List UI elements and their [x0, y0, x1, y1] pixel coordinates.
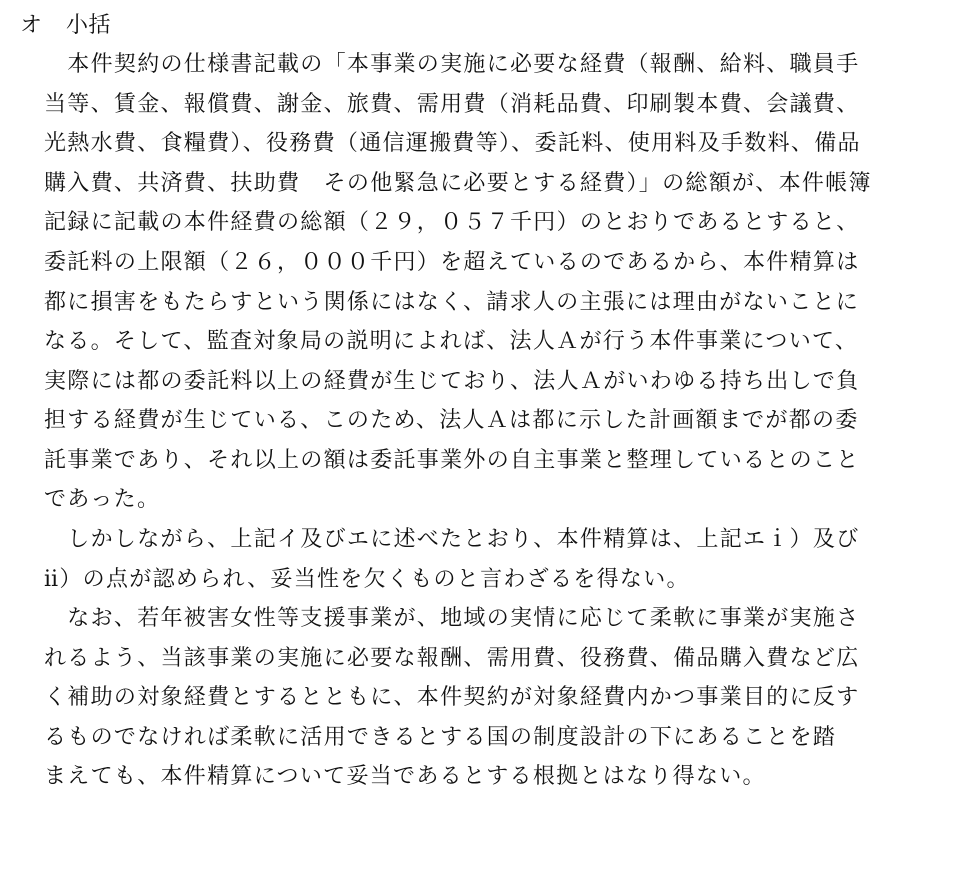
- body-line: るものでなければ柔軟に活用できるとする国の制度設計の下にあることを踏: [44, 725, 837, 750]
- body-line: 記録に記載の本件経費の総額（２９，０５７千円）のとおりであるとすると、: [44, 210, 860, 235]
- section-heading: [20, 6, 111, 46]
- section-marker: オ: [20, 13, 43, 38]
- body-line: 実際には都の委託料以上の経費が生じており、法人Ａがいわゆる持ち出しで負: [44, 369, 860, 394]
- body-line: 委託料の上限額（２６，０００千円）を超えているのであるから、本件精算は: [44, 250, 860, 275]
- body-line: 都に損害をもたらすという関係にはなく、請求人の主張には理由がないことに: [44, 290, 860, 315]
- body-line: 本件契約の仕様書記載の「本事業の実施に必要な経費（報酬、給料、職員手: [44, 52, 860, 77]
- body-line: 光熱水費、食糧費）、役務費（通信運搬費等）、委託料、使用料及手数料、備品: [44, 131, 861, 156]
- body-line: 託事業であり、それ以上の額は委託事業外の自主事業と整理しているとのこと: [44, 448, 860, 473]
- body-line: ⅱ）の点が認められ、妥当性を欠くものと言わざるを得ない。: [44, 567, 690, 592]
- body-line: 購入費、共済費、扶助費 その他緊急に必要とする経費）」の総額が、本件帳簿: [44, 171, 872, 196]
- body-line: れるよう、当該事業の実施に必要な報酬、需用費、役務費、備品購入費など広: [44, 646, 860, 671]
- body-line: しかしながら、上記イ及びエに述べたとおり、本件精算は、上記エｉ）及び: [44, 527, 860, 552]
- body-line: なる。そして、監査対象局の説明によれば、法人Ａが行う本件事業について、: [44, 329, 859, 354]
- body-line: く補助の対象経費とするとともに、本件契約が対象経費内かつ事業目的に反す: [44, 685, 860, 710]
- body-line: 当等、賃金、報償費、謝金、旅費、需用費（消耗品費、印刷製本費、会議費、: [44, 92, 860, 117]
- section-title: 小括: [66, 13, 112, 38]
- body-line: まえても、本件精算について妥当であるとする根拠とはなり得ない。: [44, 764, 766, 789]
- body-line: 担する経費が生じている、このため、法人Ａは都に示した計画額までが都の委: [44, 408, 859, 433]
- body-line: であった。: [44, 487, 161, 512]
- body-line: なお、若年被害女性等支援事業が、地域の実情に応じて柔軟に事業が実施さ: [44, 606, 860, 631]
